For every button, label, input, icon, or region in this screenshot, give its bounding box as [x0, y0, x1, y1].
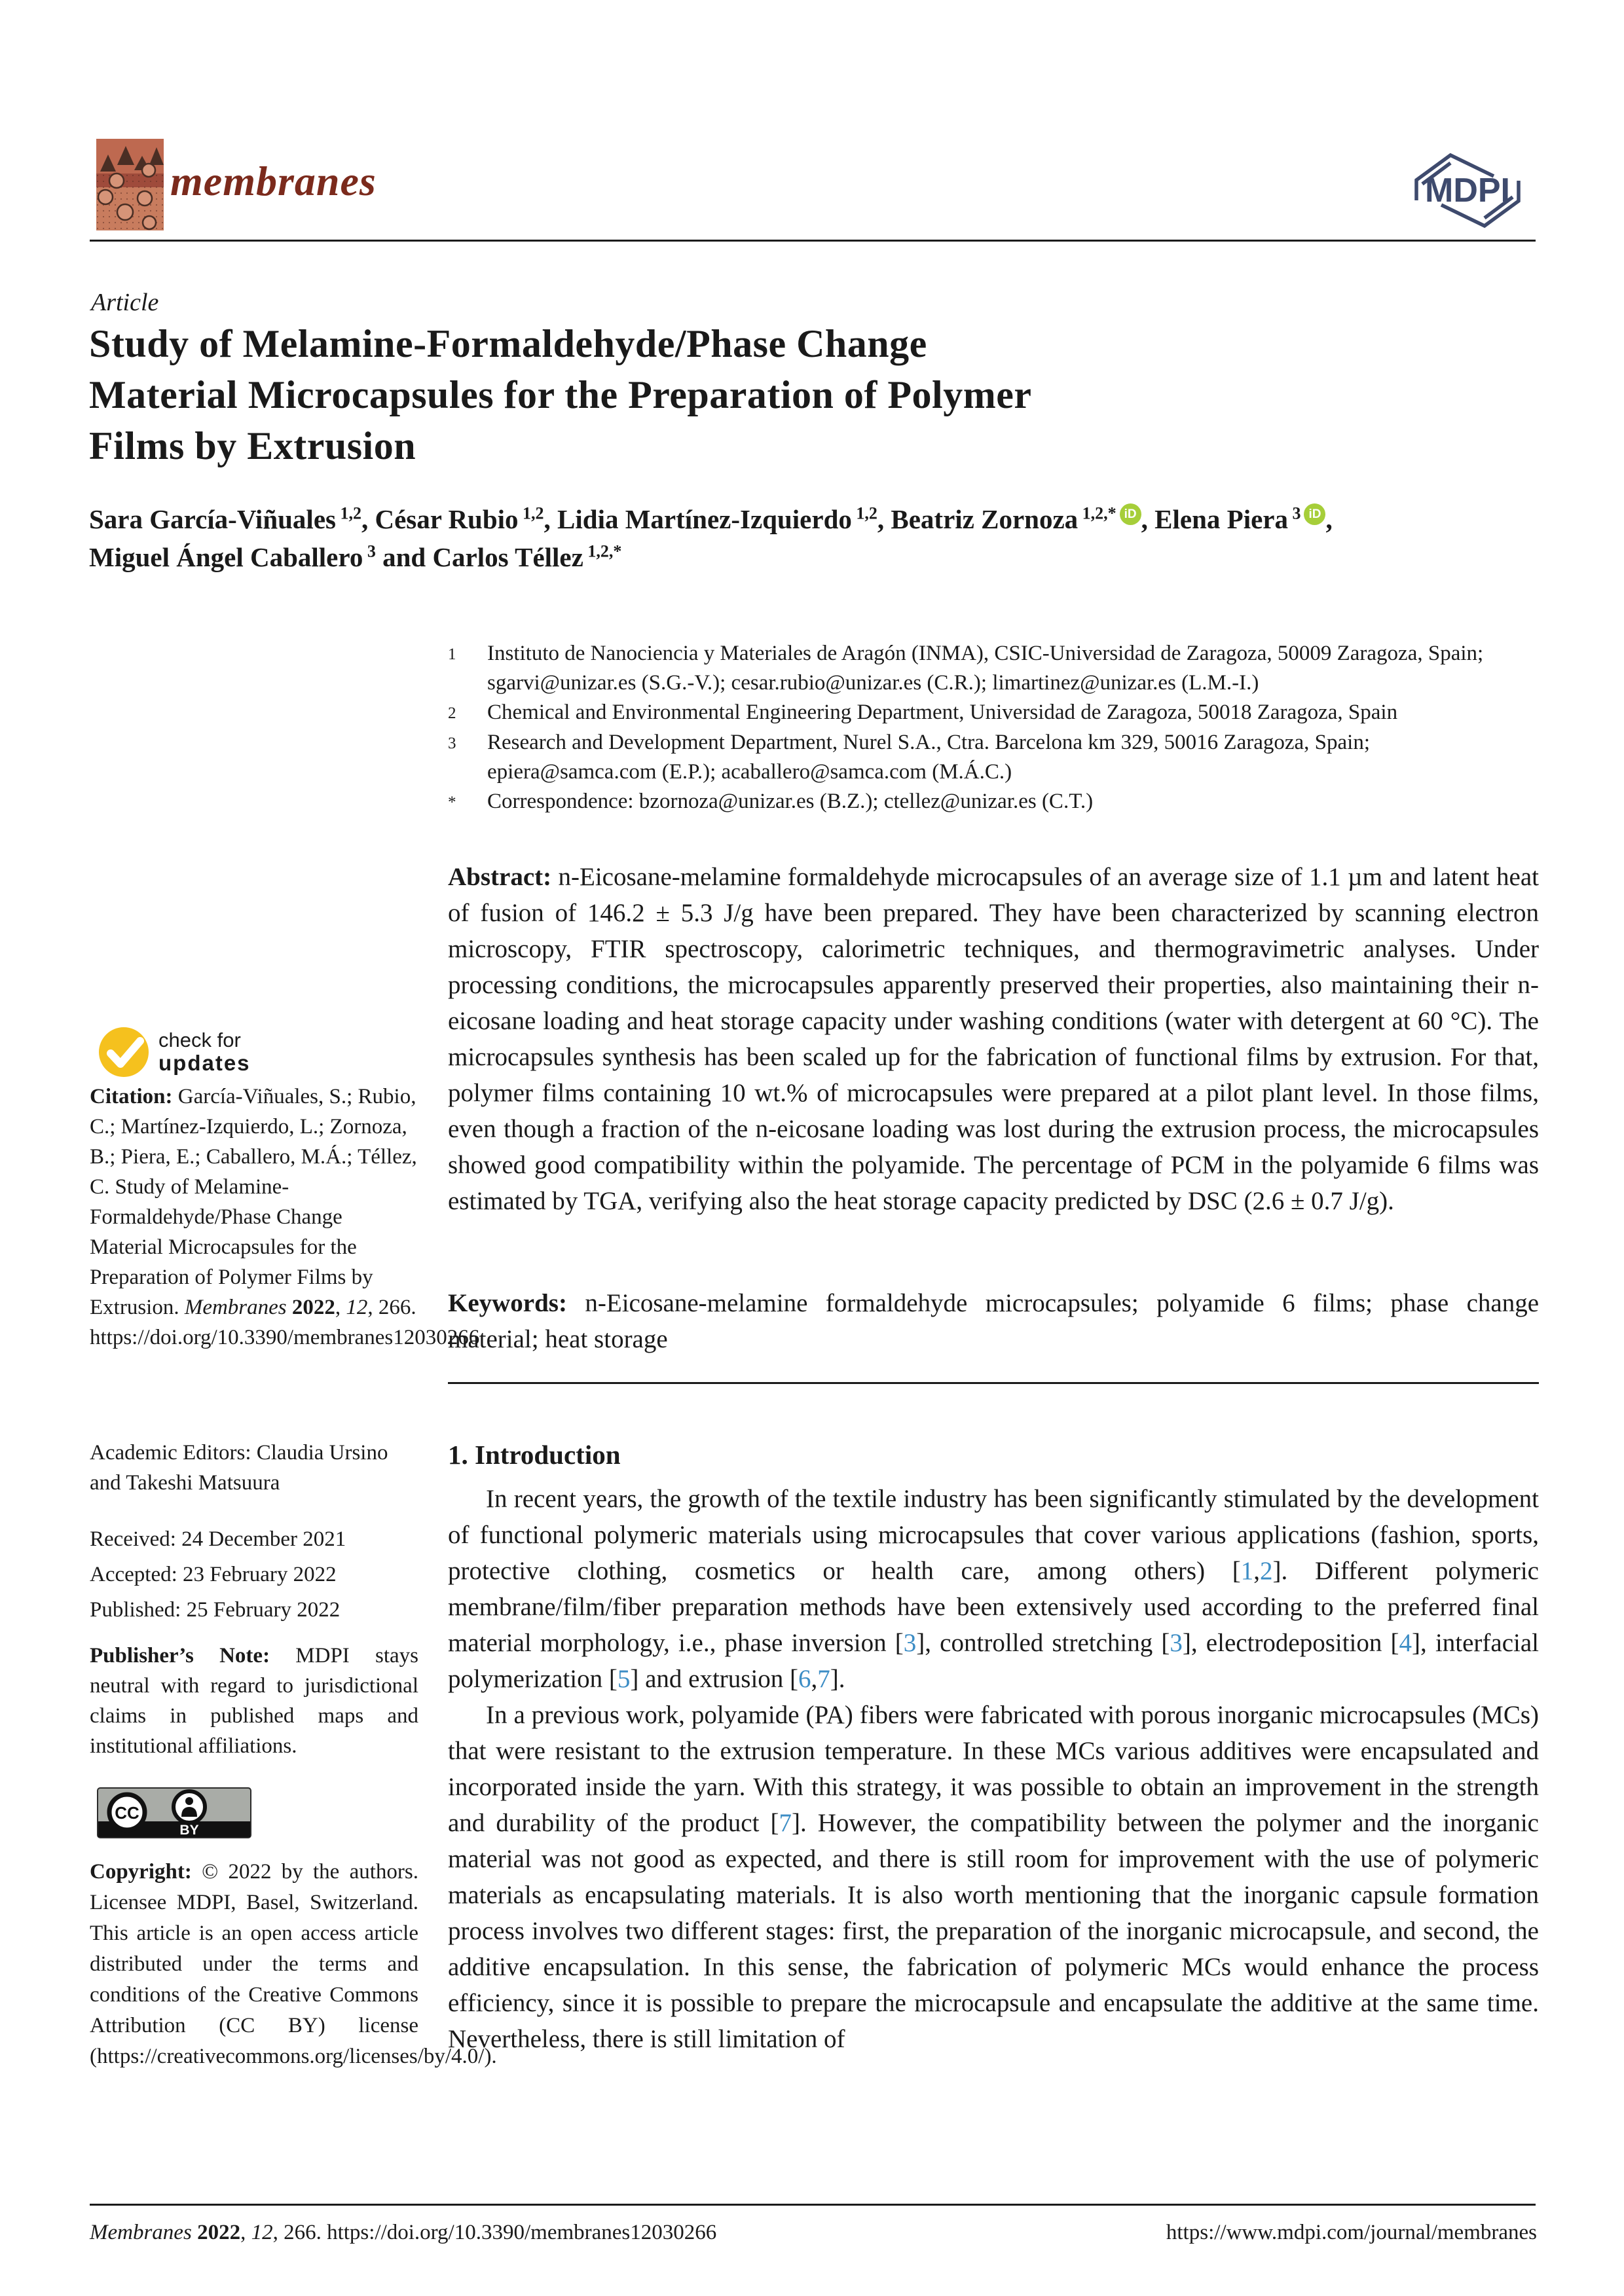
footer-citation-text: Membranes 2022, 12, 266. https://doi.org/10.3390/membranes12030266 [90, 2221, 717, 2244]
citation-ref[interactable]: 2 [1260, 1557, 1273, 1585]
citation-text: Citation: García-Viñuales, S.; Rubio, C.; Martínez-Izquierdo, L.; Zornoza, B.; Piera, E.; Caballero, M.Á.; Téllez, C. Study of Melamine-Formaldehyde/Phase Change Material Microcapsules for the Preparation of Polymer Films by Extrusion. Membranes 2022, 12, 266. https://doi.org/10.3390/membranes12030266 [90, 1085, 480, 1349]
affiliation-text: Research and Development Department, Nurel S.A., Ctra. Barcelona km 329, 50016 Zaragoza, Spain; epiera@samca.com (E.P.); acaballero@samca.com (M.Á.C.) [487, 731, 1371, 784]
orcid-icon[interactable]: iD [1304, 503, 1325, 525]
author-affiliation-superscript: 1,2 [851, 503, 877, 523]
check-icon [98, 1027, 149, 1078]
author-affiliation-superscript: 3 [1287, 503, 1301, 523]
keywords-text: n-Eicosane-melamine formaldehyde microcapsules; polyamide 6 films; phase change material; heat storage [448, 1289, 1540, 1353]
article-title-line: Films by Extrusion [89, 424, 416, 467]
footer-citation [90, 2221, 716, 2245]
affiliation-row [448, 787, 1541, 817]
check-for-updates-line1: check for [158, 1029, 241, 1051]
copyright-notice [90, 1857, 497, 2072]
section-heading: 1. Introduction [448, 1440, 621, 1470]
cc-glyph: CC [115, 1803, 139, 1823]
citation-ref[interactable]: 3 [1170, 1629, 1183, 1657]
author-affiliation-superscript: 1,2,* [583, 541, 622, 561]
citation-ref[interactable]: 4 [1399, 1629, 1412, 1657]
affiliation-text: Chemical and Environmental Engineering Department, Universidad de Zaragoza, 50018 Zaragoza, Spain [487, 701, 1398, 724]
article-title-line: Study of Melamine-Formaldehyde/Phase Change [89, 322, 927, 365]
keywords [448, 1285, 1539, 1357]
citation-ref[interactable]: 5 [617, 1665, 631, 1693]
person-icon [185, 1797, 193, 1805]
author-affiliation-superscript: 1,2,* [1078, 503, 1116, 523]
paragraph: In a previous work, polyamide (PA) fibers were fabricated with porous inorganic microcapsules (MCs) that were resistant to the extrusion temperature. In these MCs various additives were encapsulated and incorporated inside the yarn. With this strategy, it was possible to obtain an improvement in the strength and durability of the product [7]. However, the compatibility between the polymer and the inorganic material was not good as expected, and there is still room for improvement with the use of polymeric materials as encapsulating materials. It is also worth mentioning that the inorganic capsule formation process involves two different stages: first, the preparation of the inorganic microcapsule, and second, the additive encapsulation. In this sense, the fabrication of polymeric MCs would enhance the process efficiency, since it is possible to prepare the microcapsule and encapsulate the additive at the same time. Nevertheless, there is still limitation of [448, 1701, 1539, 2053]
journal-logotype: membranes [170, 158, 377, 204]
affiliation-marker: * [448, 793, 456, 811]
abstract [448, 859, 1539, 1219]
publishers-note [90, 1641, 418, 1761]
author-name: César Rubio [375, 504, 519, 534]
author-name: Beatriz Zornoza [891, 504, 1079, 534]
mdpi-wordmark: MDPI [1425, 172, 1510, 210]
author-name: Sara García-Viñuales [89, 504, 336, 534]
article-type-label: Article [91, 289, 159, 316]
publishers-note-text: MDPI stays neutral with regard to jurisdictional claims in published maps and institutional affiliations. [90, 1644, 418, 1758]
section-paragraphs [448, 1481, 1539, 2057]
author-line: Sara García-Viñuales $^{1,2}$, César Rubio $^{1,2}$, Lidia Martínez-Izquierdo $^{1,2}$, Beatriz Zornoza $^{1,2,*}$ iD , Elena Piera $^3$ iD , Miguel Ángel Caballero $^3$ and Carlos Téllez $^{1,2,*}$ [89, 503, 1333, 572]
author-affiliation-superscript: 1,2 [518, 503, 544, 523]
abstract-text: n-Eicosane-melamine formaldehyde microcapsules of an average size of 1.1 µm and latent heat of fusion of 146.2 ± 5.3 J/g have been prepared. They have been characterized by scanning electron microscopy, FTIR spectroscopy, calorimetric techniques, and thermogravimetric analyses. Under processing conditions, the microcapsules apparently preserved their properties, also maintaining their n-eicosane loading and heat storage capacity under washing conditions (water with detergent at 60 °C). The microcapsules synthesis has been scaled up for the fabrication of functional films by extrusion. For that, polymer films containing 10 wt.% of microcapsules were prepared at a pilot plant level. In those films, even though a fraction of the n-eicosane loading was lost during the extrusion process, the microcapsules showed good compatibility within the polyamide. The percentage of PCM in the polyamide 6 films was estimated by TGA, verifying also the heat storage capacity predicted by DSC (2.6 ± 0.7 J/g). [448, 863, 1540, 1215]
footer-doi-link[interactable]: https://doi.org/10.3390/membranes12030266 [327, 2221, 717, 2244]
history-dates [90, 1524, 418, 1630]
affiliation-row [448, 728, 1541, 787]
copyright-label: Copyright: [90, 1860, 192, 1884]
affiliation-marker: 2 [448, 704, 456, 722]
footer-rule [90, 2204, 1536, 2206]
citation-ref[interactable]: 7 [779, 1809, 792, 1837]
affiliation-text: Correspondence: bzornoza@unizar.es (B.Z.); ctellez@unizar.es (C.T.) [487, 790, 1094, 813]
article-title-line: Material Microcapsules for the Preparation of Polymer [89, 373, 1032, 416]
check-for-updates-badge[interactable] [98, 1027, 251, 1078]
header-rule [90, 240, 1536, 242]
copyright-text: © 2022 by the authors. Licensee MDPI, Basel, Switzerland. This article is an open access article distributed under the terms and conditions of the Creative Commons Attribution (CC BY) license (https://creativecommons.org/licenses/by/4.0/). [90, 1860, 497, 2068]
author-name: Miguel Ángel Caballero [89, 542, 363, 572]
author-name: Elena Piera [1154, 504, 1288, 534]
citation-ref[interactable]: 1 [1240, 1557, 1254, 1585]
article-title [89, 318, 1399, 471]
published-date: Published: 25 February 2022 [90, 1598, 341, 1622]
by-glyph: BY [179, 1823, 199, 1838]
keywords-divider-rule [448, 1382, 1539, 1384]
check-for-updates-label [158, 1029, 251, 1075]
academic-editors: Academic Editors: Claudia Ursino and Takeshi Matsuura [90, 1441, 388, 1495]
citation-block [90, 1082, 480, 1353]
author-affiliation-superscript: 1,2 [335, 503, 361, 523]
keywords-label: Keywords: [448, 1289, 567, 1317]
paragraph: In recent years, the growth of the textile industry has been significantly stimulated by the development of functional polymeric materials using microcapsules that cover various applications (fashion, sports, protective clothing, cosmetics or health care, among others) [1,2]. Different polymeric membrane/film/fiber preparation methods have been extensively used according to the preferred final material morphology, i.e., phase inversion [3], controlled stretching [3], electrodeposition [4], interfacial polymerization [5] and extrusion [6,7]. [448, 1485, 1540, 1693]
abstract-label: Abstract: [448, 863, 552, 891]
affiliations [448, 639, 1541, 817]
cc-by-license-badge[interactable] [97, 1787, 251, 1838]
citation-ref[interactable]: 3 [903, 1629, 917, 1657]
received-date: Received: 24 December 2021 [90, 1527, 346, 1551]
check-for-updates-line2: updates [158, 1051, 251, 1075]
mdpi-logo[interactable] [1410, 151, 1525, 230]
author-name: Lidia Martínez-Izquierdo [557, 504, 852, 534]
doi-link[interactable]: https://doi.org/10.3390/membranes12030266 [90, 1326, 480, 1349]
membranes-journal-logo-art [96, 139, 164, 230]
affiliation-row [448, 698, 1541, 728]
citation-ref[interactable]: 6 [798, 1665, 811, 1693]
publishers-note-label: Publisher’s Note: [90, 1644, 270, 1667]
author-affiliation-superscript: 3 [363, 541, 376, 561]
orcid-icon[interactable]: iD [1120, 503, 1141, 525]
accepted-date: Accepted: 23 February 2022 [90, 1563, 337, 1586]
affiliation-row [448, 639, 1541, 698]
affiliation-marker: 1 [448, 646, 456, 663]
affiliation-marker: 3 [448, 735, 456, 752]
citation-ref[interactable]: 7 [817, 1665, 830, 1693]
journal-url[interactable]: https://www.mdpi.com/journal/membranes [1166, 2221, 1537, 2244]
affiliation-text: Instituto de Nanociencia y Materiales de Aragón (INMA), CSIC-Universidad de Zaragoza, 50009 Zaragoza, Spain; sgarvi@unizar.es (S.G.-V.); cesar.rubio@unizar.es (C.R.); limartinez@unizar.es (L.M.-I.) [487, 642, 1484, 695]
author-name: Carlos Téllez [432, 542, 583, 572]
